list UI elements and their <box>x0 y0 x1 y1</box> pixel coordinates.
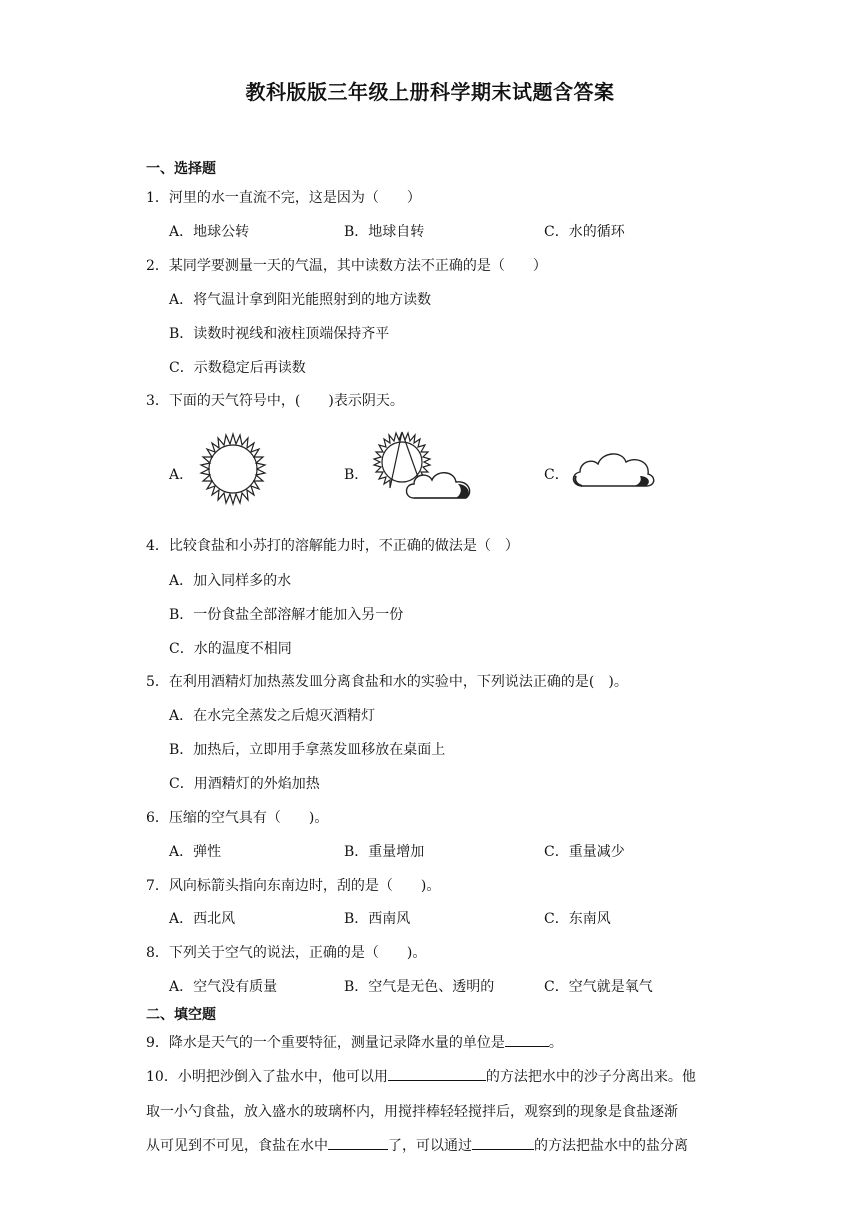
question-1: 1．河里的水一直流不完，这是因为（ ） <box>146 190 421 206</box>
question-2: 2．某同学要测量一天的气温，其中读数方法不正确的是（ ） <box>146 258 547 274</box>
question-6: 6．压缩的空气具有（ )。 <box>146 810 329 826</box>
q10-answer-blank-3[interactable] <box>472 1135 534 1150</box>
q8-option-b[interactable]: B．空气是无色、透明的 <box>344 979 495 995</box>
q4-option-a[interactable]: A．加入同样多的水 <box>169 573 292 589</box>
question-10-line-1 <box>146 1066 696 1086</box>
q7-option-c[interactable]: C．东南风 <box>544 911 611 927</box>
question-7: 7．风向标箭头指向东南边时，刮的是（ )。 <box>146 878 441 894</box>
q10-text-5: 的方法把盐水中的盐分离 <box>534 1138 688 1154</box>
question-4: 4．比较食盐和小苏打的溶解能力时，不正确的做法是（ ） <box>146 538 519 554</box>
q1-option-b[interactable]: B．地球自转 <box>344 224 425 240</box>
q5-option-c[interactable]: C．用酒精灯的外焰加热 <box>169 776 320 792</box>
q10-text-2: 的方法把水中的沙子分离出来。他 <box>485 1069 696 1085</box>
q3-option-c[interactable]: C． <box>544 467 569 483</box>
q5-option-b[interactable]: B．加热后，立即用手拿蒸发皿移放在桌面上 <box>169 742 446 758</box>
q8-option-a[interactable]: A．空气没有质量 <box>169 979 278 995</box>
q6-option-b[interactable]: B．重量增加 <box>344 844 425 860</box>
q7-option-a[interactable]: A．西北风 <box>169 911 236 927</box>
q10-text-1: 10．小明把沙倒入了盐水中，他可以用 <box>146 1069 388 1085</box>
q3-option-a[interactable]: A． <box>169 467 194 483</box>
question-8: 8．下列关于空气的说法，正确的是（ )。 <box>146 945 427 961</box>
page-title: 教科版版三年级上册科学期末试题含答案 <box>245 80 615 104</box>
q10-text-3: 从可见到不可见，食盐在水中 <box>146 1138 328 1154</box>
question-10-line-2: 取一小勺食盐，放入盛水的玻璃杯内，用搅拌棒轻轻搅拌后，观察到的现象是食盐逐渐 <box>146 1104 678 1120</box>
sun-behind-cloud-icon <box>370 428 480 510</box>
section-heading-fill: 二、填空题 <box>146 1007 216 1023</box>
q9-answer-blank[interactable] <box>505 1032 549 1047</box>
q9-text: 9．降水是天气的一个重要特征，测量记录降水量的单位是 <box>146 1035 505 1051</box>
q3-option-b[interactable]: B． <box>344 467 369 483</box>
q9-end: 。 <box>548 1035 563 1051</box>
q2-option-c[interactable]: C．示数稳定后再读数 <box>169 360 306 376</box>
sun-icon <box>194 430 272 508</box>
q1-option-a[interactable]: A．地球公转 <box>169 224 250 240</box>
q4-option-b[interactable]: B．一份食盐全部溶解才能加入另一份 <box>169 607 404 623</box>
q6-option-c[interactable]: C．重量减少 <box>544 844 625 860</box>
q2-option-a[interactable]: A．将气温计拿到阳光能照射到的地方读数 <box>169 292 432 308</box>
q7-option-b[interactable]: B．西南风 <box>344 911 411 927</box>
question-3: 3．下面的天气符号中，( )表示阴天。 <box>146 393 404 409</box>
question-9 <box>146 1032 563 1052</box>
q4-option-c[interactable]: C．水的温度不相同 <box>169 641 292 657</box>
q2-option-b[interactable]: B．读数时视线和液柱顶端保持齐平 <box>169 326 390 342</box>
q10-answer-blank-1[interactable] <box>388 1066 486 1081</box>
section-heading-choice: 一、选择题 <box>146 161 216 177</box>
q5-option-a[interactable]: A．在水完全蒸发之后熄灭酒精灯 <box>169 708 376 724</box>
question-5: 5．在利用酒精灯加热蒸发皿分离食盐和水的实验中，下列说法正确的是( )。 <box>146 674 628 690</box>
question-10-line-3 <box>146 1135 688 1155</box>
q8-option-c[interactable]: C．空气就是氧气 <box>544 979 653 995</box>
q1-option-c[interactable]: C．水的循环 <box>544 224 625 240</box>
cloud-icon <box>568 446 658 496</box>
q10-text-4: 了，可以通过 <box>388 1138 472 1154</box>
q10-answer-blank-2[interactable] <box>328 1135 388 1150</box>
q6-option-a[interactable]: A．弹性 <box>169 844 222 860</box>
